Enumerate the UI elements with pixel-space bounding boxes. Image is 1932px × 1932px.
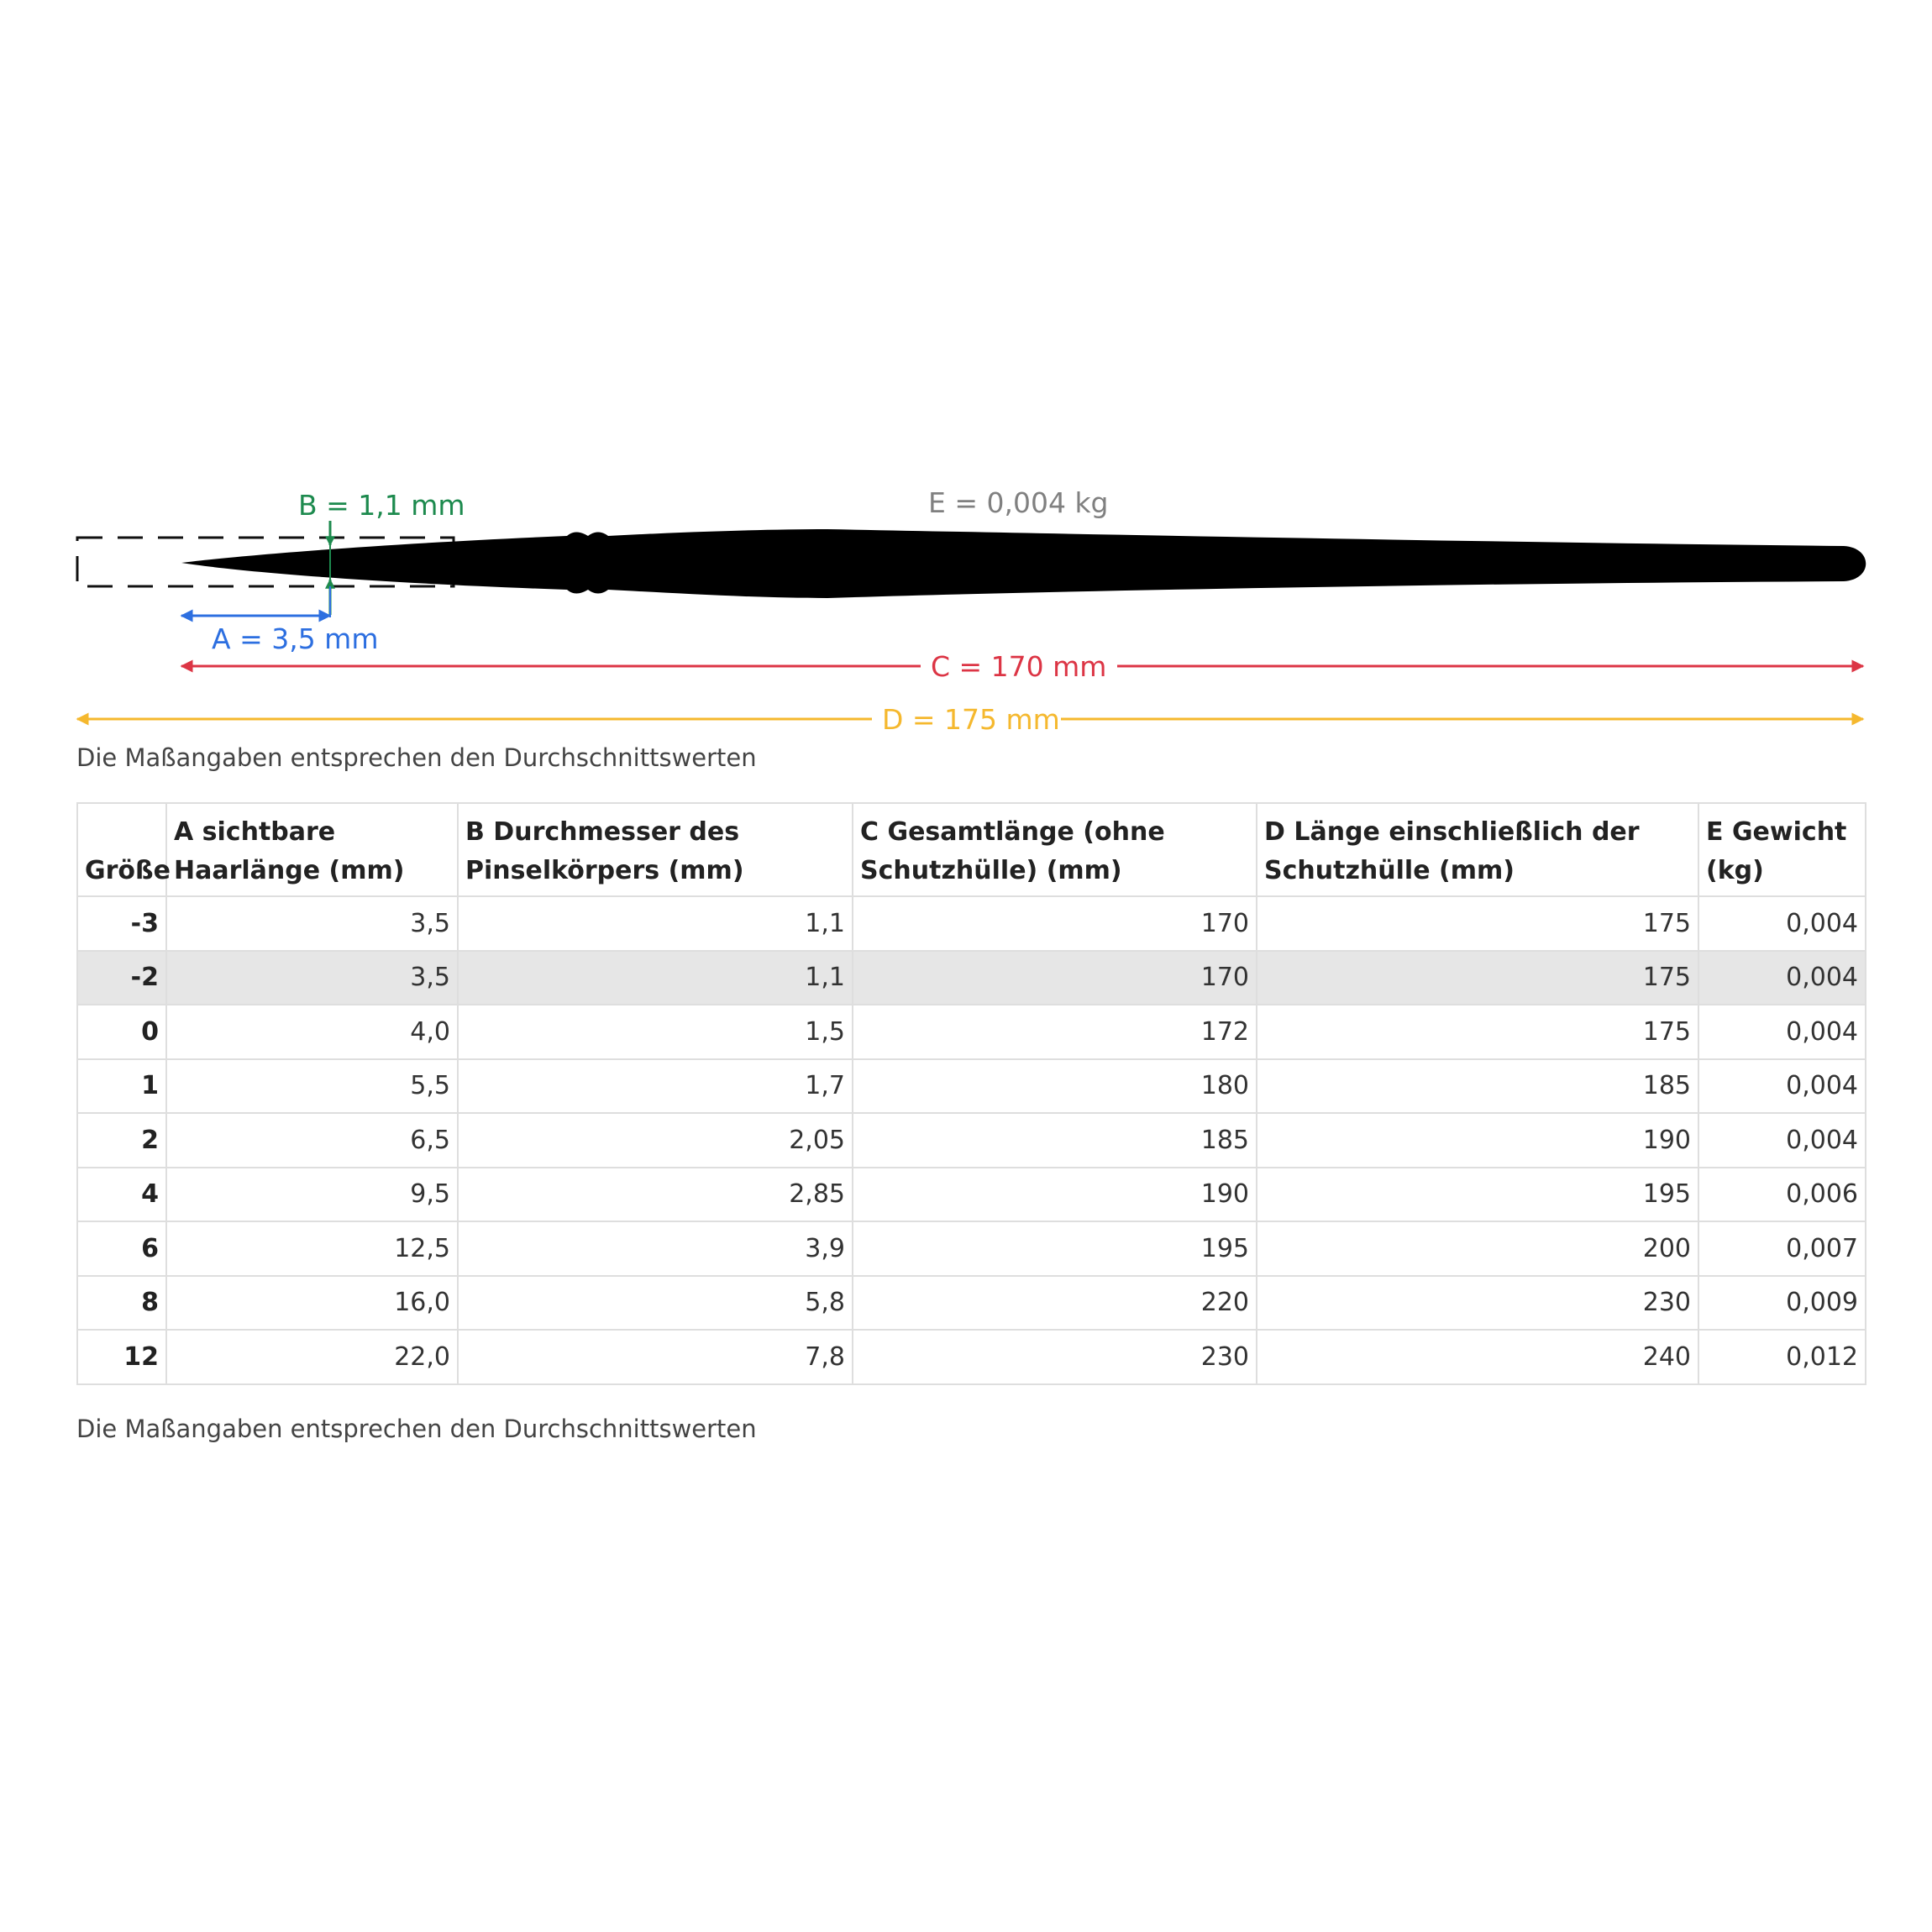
- brush-silhouette: [181, 529, 1866, 598]
- brush-dimension-diagram: [0, 0, 1932, 756]
- size-cell: 1: [77, 1059, 166, 1114]
- table-cell: 1,5: [458, 1005, 853, 1059]
- note-average-values-top: Die Maßangaben entsprechen den Durchschnittswerten: [76, 743, 757, 772]
- table-cell: 190: [853, 1168, 1257, 1222]
- table-cell: 3,5: [166, 951, 458, 1005]
- table-cell: 1,7: [458, 1059, 853, 1114]
- table-cell: 175: [1257, 896, 1698, 951]
- table-cell: 195: [853, 1221, 1257, 1276]
- column-header-diameter: B Durchmesser des Pinselkörpers (mm): [458, 803, 853, 896]
- table-cell: 175: [1257, 1005, 1698, 1059]
- size-cell: 4: [77, 1168, 166, 1222]
- table-cell: 175: [1257, 951, 1698, 1005]
- table-cell: 0,004: [1698, 896, 1866, 951]
- table-row: [77, 1005, 1866, 1059]
- table-cell: 190: [1257, 1113, 1698, 1168]
- table-row: [77, 951, 1866, 1005]
- table-cell: 170: [853, 896, 1257, 951]
- table-cell: 2,05: [458, 1113, 853, 1168]
- table-cell: 0,009: [1698, 1276, 1866, 1331]
- size-table: [76, 802, 1866, 1385]
- table-cell: 230: [1257, 1276, 1698, 1331]
- table-cell: 9,5: [166, 1168, 458, 1222]
- size-cell: -2: [77, 951, 166, 1005]
- table-cell: 0,004: [1698, 1059, 1866, 1114]
- table-cell: 5,8: [458, 1276, 853, 1331]
- dimension-c-label: C = 170 mm: [931, 650, 1107, 683]
- table-cell: 230: [853, 1330, 1257, 1384]
- table-cell: 200: [1257, 1221, 1698, 1276]
- size-cell: 12: [77, 1330, 166, 1384]
- note-average-values-bottom: Die Maßangaben entsprechen den Durchschnittswerten: [76, 1415, 757, 1443]
- table-row: [77, 1168, 1866, 1222]
- table-cell: 16,0: [166, 1276, 458, 1331]
- dimension-b-label: B = 1,1 mm: [298, 489, 465, 522]
- dimension-a-label: A = 3,5 mm: [212, 622, 379, 655]
- table-cell: 2,85: [458, 1168, 853, 1222]
- table-cell: 172: [853, 1005, 1257, 1059]
- table-cell: 195: [1257, 1168, 1698, 1222]
- table-cell: 4,0: [166, 1005, 458, 1059]
- column-header-hair-length: A sichtbare Haarlänge (mm): [166, 803, 458, 896]
- table-cell: 0,004: [1698, 1005, 1866, 1059]
- table-cell: 3,9: [458, 1221, 853, 1276]
- table-cell: 5,5: [166, 1059, 458, 1114]
- size-cell: 8: [77, 1276, 166, 1331]
- table-cell: 185: [1257, 1059, 1698, 1114]
- table-row: [77, 1276, 1866, 1331]
- table-cell: 185: [853, 1113, 1257, 1168]
- table-cell: 220: [853, 1276, 1257, 1331]
- table-cell: 170: [853, 951, 1257, 1005]
- dimension-d-label: D = 175 mm: [882, 703, 1060, 736]
- size-cell: 2: [77, 1113, 166, 1168]
- table-cell: 7,8: [458, 1330, 853, 1384]
- column-header-total-length: C Gesamtlänge (ohne Schutzhülle) (mm): [853, 803, 1257, 896]
- table-cell: 0,012: [1698, 1330, 1866, 1384]
- size-cell: 6: [77, 1221, 166, 1276]
- size-cell: -3: [77, 896, 166, 951]
- table-cell: 180: [853, 1059, 1257, 1114]
- column-header-weight: E Gewicht (kg): [1698, 803, 1866, 896]
- table-cell: 240: [1257, 1330, 1698, 1384]
- table-cell: 0,007: [1698, 1221, 1866, 1276]
- table-header-row: [77, 803, 1866, 896]
- dimension-e-label: E = 0,004 kg: [928, 486, 1109, 519]
- column-header-size: Größe: [77, 803, 166, 896]
- table-cell: 3,5: [166, 896, 458, 951]
- table-cell: 0,004: [1698, 951, 1866, 1005]
- table-cell: 0,006: [1698, 1168, 1866, 1222]
- table-cell: 1,1: [458, 896, 853, 951]
- table-cell: 22,0: [166, 1330, 458, 1384]
- table-cell: 0,004: [1698, 1113, 1866, 1168]
- table-row: [77, 1113, 1866, 1168]
- table-cell: 6,5: [166, 1113, 458, 1168]
- column-header-length-with-cap: D Länge einschließlich der Schutzhülle (mm): [1257, 803, 1698, 896]
- table-row: [77, 1221, 1866, 1276]
- table-cell: 12,5: [166, 1221, 458, 1276]
- table-row: [77, 1330, 1866, 1384]
- table-row: [77, 1059, 1866, 1114]
- table-cell: 1,1: [458, 951, 853, 1005]
- size-cell: 0: [77, 1005, 166, 1059]
- table-row: [77, 896, 1866, 951]
